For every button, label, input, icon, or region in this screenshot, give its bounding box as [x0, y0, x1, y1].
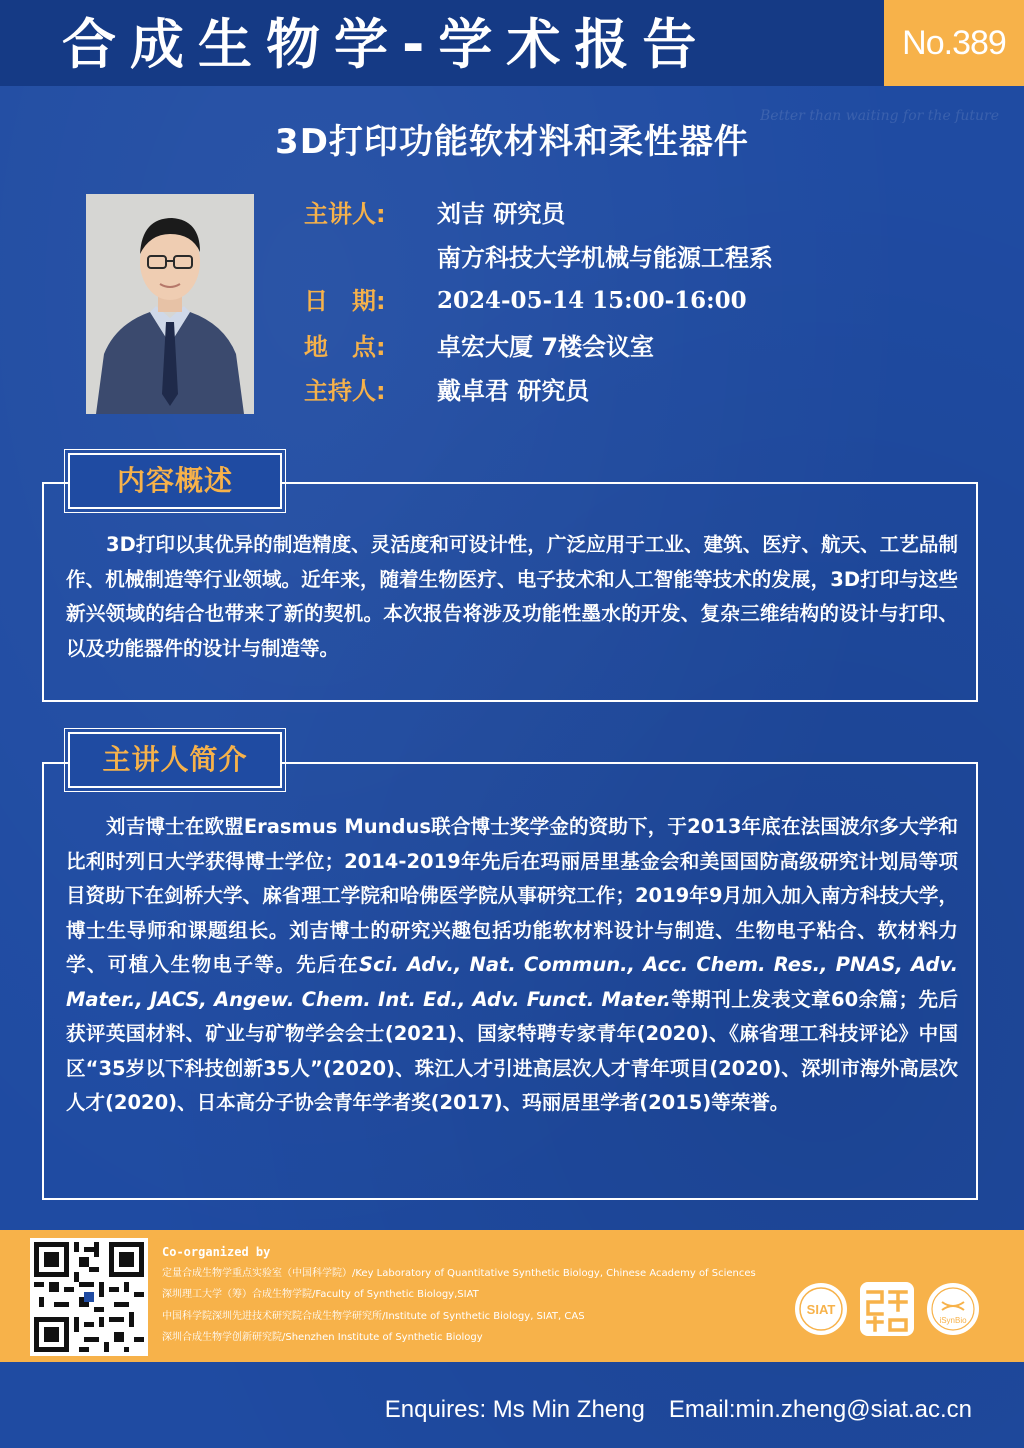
bio-text-part2: 等期刊上发表文章60余篇；先后获评英国材料、矿业与矿物学会会士(2021)、国家特聘专家青年(2020)、《麻省理工科技评论》中国区“35岁以下科技创新35人”(2020)、珠江人才引进高层次人才青年项目(2020)、深圳市海外高层次人才(2020)、日本高分子协会青年学者奖(2017)、玛丽居里学者(2015)等荣誉。	[66, 987, 958, 1114]
qr-code-icon	[34, 1242, 144, 1352]
bio-heading: 主讲人简介	[68, 732, 282, 788]
speaker-label: 主讲人:	[304, 200, 386, 228]
affiliation-value: 南方科技大学机械与能源工程系	[437, 244, 773, 272]
speaker-value: 刘吉 研究员	[437, 200, 566, 228]
location-label: 地 点:	[304, 333, 386, 361]
isynbio-logo-icon	[924, 1280, 982, 1338]
email-link[interactable]: Email:min.zheng@siat.ac.cn	[668, 1396, 972, 1423]
script-watermark: Better than waiting for the future	[760, 108, 999, 124]
poster-title: 合成生物学-学术报告	[62, 13, 711, 76]
footer-line-4: 深圳合成生物学创新研究院/Shenzhen Institute of Synthetic Biology	[162, 1332, 483, 1343]
host-value: 戴卓君 研究员	[437, 377, 590, 405]
host-label: 主持人:	[304, 377, 386, 405]
abstract-text: 3D打印以其优异的制造精度、灵活度和可设计性，广泛应用于工业、建筑、医疗、航天、工艺品制作、机械制造等行业领域。近年来，随着生物医疗、电子技术和人工智能等技术的发展，3D打印与这些新兴领域的结合也带来了新的契机。本次报告将涉及功能性墨水的开发、复杂三维结构的设计与打印、以及功能器件的设计与制造等。	[66, 533, 958, 660]
footer-line-2: 深圳理工大学（筹）合成生物学院/Faculty of Synthetic Biology,SIAT	[162, 1289, 479, 1300]
bio-text	[66, 810, 958, 1121]
bio-text-part1: 刘吉博士在欧盟Erasmus Mundus联合博士奖学金的资助下，于2013年底在法国波尔多大学和比利时列日大学获得博士学位；2014-2019年先后在玛丽居里基金会和美国国防高级研究计划局等项目资助下在剑桥大学、麻省理工学院和哈佛医学院从事研究工作；2019年9月加入加入南方科技大学，博士生导师和课题组长。刘吉博士的研究兴趣包括功能软材料设计与制造、生物电子粘合、软材料力学、可植入生物电子等。先后在	[66, 815, 958, 976]
location-value: 卓宏大厦 7楼会议室	[437, 333, 655, 361]
siat-logo	[792, 1280, 850, 1338]
footer-line-1: 定量合成生物学重点实验室（中国科学院）/Key Laboratory of Quantitative Synthetic Biology, Chinese Academy of Sciences	[162, 1268, 756, 1279]
issue-number-badge: No.389	[884, 0, 1024, 86]
bio-journals: Sci. Adv., Nat. Commun., Acc. Chem. Res., PNAS, Adv. Mater., JACS, Angew. Chem. Int. Ed., Adv. Funct. Mater.	[66, 953, 958, 1011]
date-label: 日 期:	[304, 287, 386, 315]
contact-line	[0, 1382, 972, 1438]
footer-heading: Co-organized by	[162, 1245, 271, 1259]
qr-code	[30, 1238, 148, 1356]
speaker-photo	[86, 194, 254, 414]
header-bar	[0, 0, 884, 86]
enquiries-text: Enquires: Ms Min Zheng	[384, 1396, 645, 1423]
faculty-logo-icon	[858, 1280, 916, 1338]
talk-title: 3D打印功能软材料和柔性器件	[275, 122, 749, 162]
isynbio-logo	[924, 1280, 982, 1338]
siat-logo-text: SIAT	[806, 1302, 836, 1317]
isynbio-logo-text: iSynBio	[939, 1316, 967, 1325]
siat-logo-icon	[792, 1280, 850, 1338]
date-value: 2024-05-14 15:00-16:00	[437, 287, 747, 314]
abstract-heading: 内容概述	[68, 453, 282, 509]
footer-line-3: 中国科学院深圳先进技术研究院合成生物学研究所/Institute of Synthetic Biology, SIAT, CAS	[162, 1311, 585, 1322]
faculty-logo	[858, 1280, 916, 1338]
speaker-portrait-icon	[86, 194, 254, 414]
